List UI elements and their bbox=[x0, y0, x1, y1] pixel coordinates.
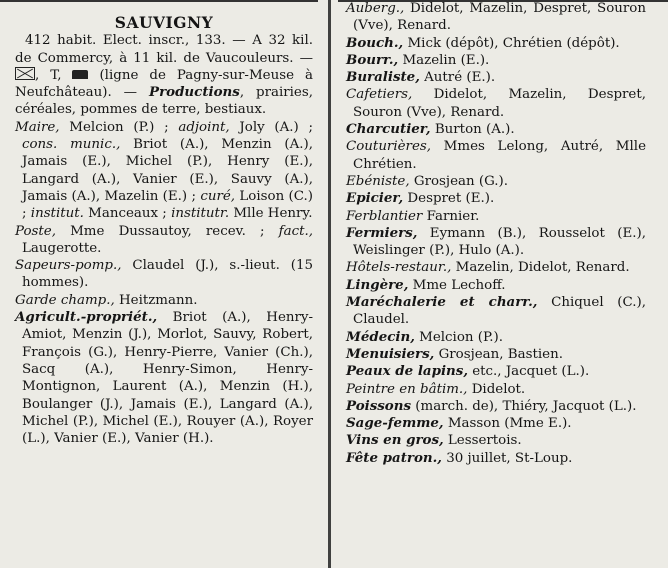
text: Manceaux ; bbox=[83, 206, 172, 222]
entry-text: Melcion (P.). bbox=[414, 329, 504, 345]
directory-entry bbox=[346, 363, 646, 380]
entry-text: 30 juillet, St-Loup. bbox=[441, 450, 573, 466]
directory-entry bbox=[346, 69, 646, 86]
entry-text: Burton (A.). bbox=[430, 122, 515, 138]
intro-text-1: 412 habit. Elect. inscr., 133. — A 32 kil. de Commercy, à 11 kil. de Vaucouleurs. — bbox=[15, 33, 313, 66]
label: Agricult.-propriét., bbox=[15, 309, 158, 326]
label: Sapeurs-pomp., bbox=[15, 258, 122, 274]
directory-entry bbox=[346, 190, 646, 207]
entry-label: Cafetiers, bbox=[346, 87, 413, 103]
directory-entry bbox=[346, 208, 646, 225]
directory-entry bbox=[346, 52, 646, 69]
directory-entry bbox=[346, 381, 646, 398]
commune-intro bbox=[15, 32, 313, 118]
text: Melcion (P.) ; bbox=[59, 119, 179, 135]
entry-label: Menuisiers, bbox=[346, 345, 435, 362]
label: fact., bbox=[278, 223, 313, 239]
entry-sapeurs bbox=[15, 257, 313, 292]
commune-title: SAUVIGNY bbox=[114, 13, 214, 32]
entry-text: Didelot, Mazelin, Despret, Souron (Vve), Renard. bbox=[353, 1, 646, 34]
directory-entry bbox=[346, 432, 646, 449]
railway-station-icon bbox=[72, 70, 88, 79]
entry-text: Lessertois. bbox=[443, 433, 522, 449]
intro-productions-label: Productions bbox=[149, 84, 240, 101]
entry-label: Buraliste, bbox=[346, 69, 420, 86]
entry-text: Farnier. bbox=[422, 208, 480, 224]
entry-text: Chiquel (C.), Claudel. bbox=[353, 295, 646, 328]
label: cons. munic., bbox=[22, 137, 121, 153]
entry-text: Mme Lechoff. bbox=[408, 277, 506, 293]
entry-label: Fermiers, bbox=[346, 224, 418, 241]
entry-label: Auberg., bbox=[346, 1, 405, 16]
label: institut. bbox=[30, 206, 84, 222]
entry-text: Mazelin (E.). bbox=[398, 52, 490, 68]
entry-label: Bourr., bbox=[346, 51, 399, 68]
entry-text: Mazelin, Didelot, Renard. bbox=[451, 260, 630, 276]
directory-entry bbox=[346, 225, 646, 260]
label: Poste, bbox=[15, 223, 56, 239]
entry-text: Autré (E.). bbox=[419, 70, 496, 86]
entry-text: Grosjean (G.). bbox=[409, 173, 509, 189]
text: Laugerotte. bbox=[22, 240, 102, 256]
entry-text: Didelot. bbox=[467, 381, 526, 397]
directory-entry bbox=[346, 277, 646, 294]
entry-label: Hôtels-restaur., bbox=[346, 260, 452, 276]
text: Joly (A.) ; bbox=[229, 119, 313, 135]
label: curé, bbox=[200, 188, 236, 204]
entry-label: Lingère, bbox=[346, 276, 409, 293]
entry-label: Peaux de lapins, bbox=[346, 363, 468, 380]
entry-text: etc., Jacquet (L.). bbox=[467, 364, 590, 380]
directory-entry bbox=[346, 0, 646, 35]
entry-garde bbox=[15, 292, 313, 309]
post-office-icon bbox=[15, 67, 35, 80]
entry-label: Couturières, bbox=[346, 139, 431, 155]
directory-entry bbox=[346, 121, 646, 138]
entry-poste bbox=[15, 223, 313, 258]
intro-text-4: , prairies, céréales, pommes de terre, bestiaux. bbox=[15, 85, 313, 118]
left-column bbox=[15, 0, 313, 568]
directory-entry bbox=[346, 259, 646, 276]
right-column bbox=[346, 0, 646, 568]
entry-label: Peintre en bâtim., bbox=[346, 381, 468, 397]
column-divider bbox=[328, 0, 331, 568]
text: Loison (C.) ; bbox=[22, 188, 313, 222]
entry-label: Vins en gros, bbox=[346, 432, 444, 449]
entry-label: Sage-femme, bbox=[346, 415, 444, 432]
entry-text: Didelot, Mazelin, Despret, Souron (Vve), Renard. bbox=[353, 87, 646, 120]
label: Garde champ., bbox=[15, 292, 115, 308]
directory-entry bbox=[346, 329, 646, 346]
directory-entry bbox=[346, 415, 646, 432]
text: Mlle Henry. bbox=[229, 206, 313, 222]
entry-label: Ferblantier bbox=[346, 208, 423, 224]
entry-label: Charcutier, bbox=[346, 121, 431, 138]
intro-text-3: (ligne de Pagny-sur-Meuse à Neufchâteau). — bbox=[15, 67, 313, 101]
entry-label: Bouch., bbox=[346, 34, 404, 51]
directory-entry bbox=[346, 346, 646, 363]
directory-entry bbox=[346, 173, 646, 190]
label: Maire, bbox=[15, 119, 60, 135]
intro-text-2: , T, bbox=[35, 67, 73, 83]
text: Mme Dussautoy, recev. ; bbox=[55, 223, 279, 239]
entry-label: Fête patron., bbox=[346, 449, 442, 466]
entry-text: Eymann (B.), Rousselot (E.), Weislinger (P.), Hulo (A.). bbox=[353, 225, 646, 259]
directory-entry bbox=[346, 86, 646, 121]
directory-entry bbox=[346, 35, 646, 52]
entry-text: Mmes Lelong, Autré, Mlle Chrétien. bbox=[353, 139, 646, 172]
entry-label: Médecin, bbox=[346, 328, 415, 345]
entry-text: Mick (dépôt), Chrétien (dépôt). bbox=[403, 35, 620, 51]
entry-officials bbox=[15, 119, 313, 223]
label: adjoint, bbox=[178, 119, 230, 135]
text: Heitzmann. bbox=[114, 292, 198, 308]
directory-entry bbox=[346, 294, 646, 329]
label: institutr. bbox=[171, 206, 230, 222]
entry-text: (march. de), Thiéry, Jacquot (L.). bbox=[411, 398, 637, 414]
text: Briot (A.), Menzin (A.), Jamais (E.), Michel (P.), Henry (E.), Langard (A.), Vanier (E.), Sauvy (A.), Jamais (A.), Mazelin (E.) ; bbox=[22, 137, 313, 204]
text: Briot (A.), Henry-Amiot, Menzin (J.), Morlot, Sauvy, Robert, François (G.), Henry-Pierre, Vanier (Ch.), Sacq (A.), Henry-Simon, Henry-Montignon, Laurent (A.), Menzin (H.), Boulanger (J.), Jamais (E.), Langard (A.), Michel (P.), Michel (E.), Rouyer (A.), Royer (L.), Vanier (E.), Vanier (H.). bbox=[22, 310, 313, 447]
text: Claudel (J.), s.-lieut. (15 hommes). bbox=[22, 258, 313, 291]
entry-agriculteurs bbox=[15, 309, 313, 447]
directory-entry bbox=[346, 138, 646, 173]
directory-entry bbox=[346, 450, 646, 467]
entry-label: Ebéniste, bbox=[346, 173, 410, 189]
directory-entry bbox=[346, 398, 646, 415]
entry-text: Masson (Mme E.). bbox=[443, 416, 572, 432]
entry-text: Grosjean, Bastien. bbox=[434, 346, 563, 362]
entry-text: Despret (E.). bbox=[403, 191, 495, 207]
entry-label: Epicier, bbox=[346, 190, 404, 207]
entry-label: Maréchalerie et charr., bbox=[346, 294, 538, 311]
entry-label: Poissons bbox=[346, 397, 412, 414]
